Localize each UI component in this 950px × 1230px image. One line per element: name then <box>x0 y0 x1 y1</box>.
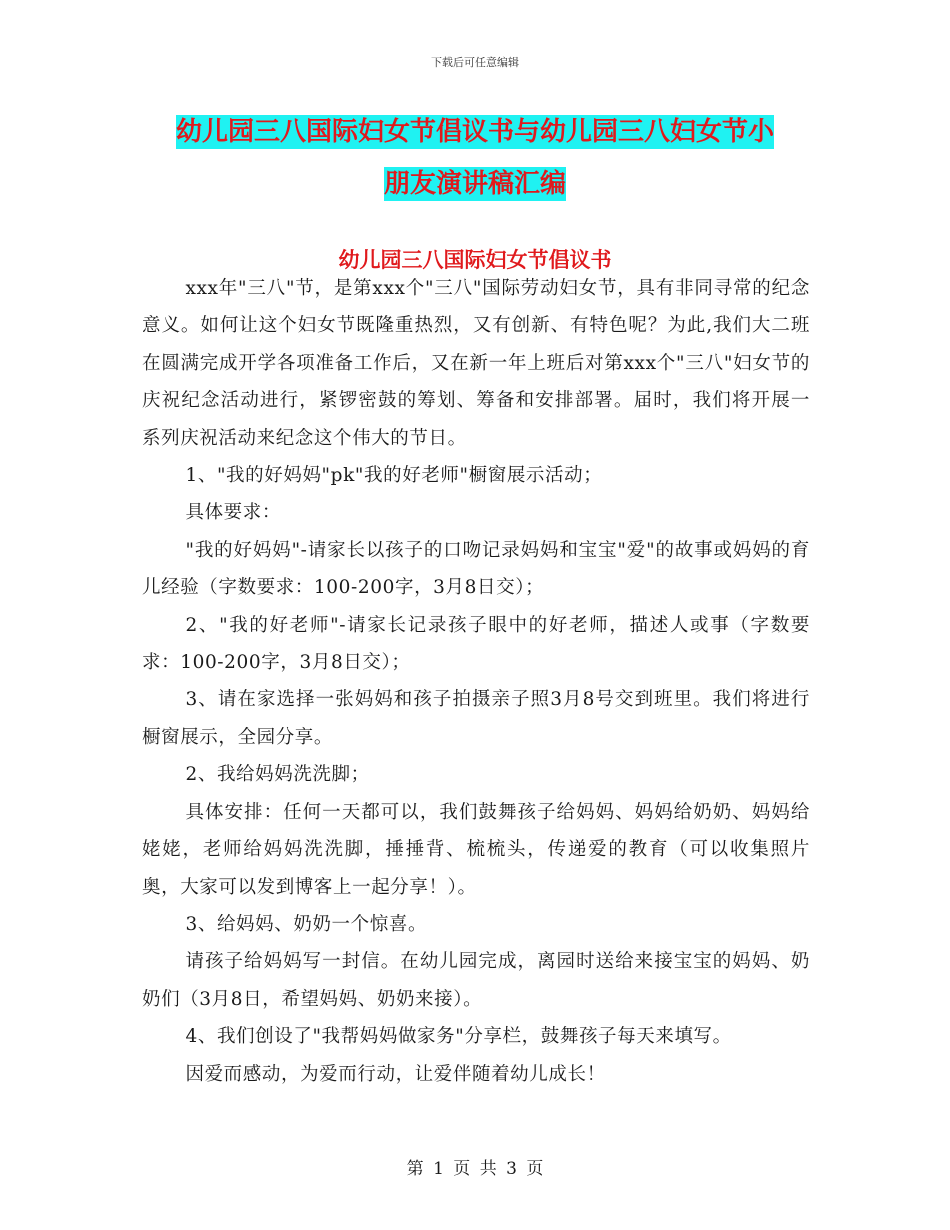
paragraph-requirements-label: 具体要求： <box>185 502 281 524</box>
paragraph-housework: 4、我们创设了"我帮妈妈做家务"分享栏，鼓舞孩子每天来填写。 <box>185 1026 732 1048</box>
paragraph-good-teacher: 2、"我的好老师"-请家长记录孩子眼中的好老师，描述人或事（字数要求：100-200字，3月8日交）； <box>142 614 810 674</box>
document-title-line-2: 朋友演讲稿汇编 <box>383 169 566 199</box>
document-body <box>142 270 810 1093</box>
paragraph-good-mother: "我的好妈妈"-请家长以孩子的口吻记录妈妈和宝宝"爱"的故事或妈妈的育儿经验（字数要求：100-200字，3月8日交）； <box>142 539 810 599</box>
paragraph-closing: 因爱而感动，为爱而行动，让爱伴随着幼儿成长！ <box>185 1063 606 1085</box>
document-title-line-1: 幼儿园三八国际妇女节倡议书与幼儿园三八妇女节小 <box>175 117 774 147</box>
paragraph-surprise: 3、给妈妈、奶奶一个惊喜。 <box>185 913 428 935</box>
paragraph-wash-feet: 2、我给妈妈洗洗脚； <box>185 764 370 786</box>
paragraph-letter: 请孩子给妈妈写一封信。在幼儿园完成，离园时送给来接宝宝的妈妈、奶奶们（3月8日，希望妈妈、奶奶来接）。 <box>142 951 810 1010</box>
page-footer: 第 1 页 共 3 页 <box>406 1159 544 1179</box>
paragraph-photo: 3、请在家选择一张妈妈和孩子拍摄亲子照3月8号交到班里。我们将进行橱窗展示，全园分享。 <box>142 689 810 748</box>
section-title: 幼儿园三八国际妇女节倡议书 <box>338 247 612 272</box>
header-note: 下载后可任意编辑 <box>431 56 519 69</box>
document-title <box>140 106 810 210</box>
paragraph-item-1: 1、"我的好妈妈"pk"我的好老师"橱窗展示活动； <box>185 465 603 487</box>
paragraph-arrangement: 具体安排：任何一天都可以，我们鼓舞孩子给妈妈、妈妈给奶奶、妈妈给姥姥，老师给妈妈洗洗脚，捶捶背、梳梳头，传递爱的教育（可以收集照片奥，大家可以发到博客上一起分享！）。 <box>142 801 810 898</box>
paragraph-intro: xxx年"三八"节，是第xxx个"三八"国际劳动妇女节，具有非同寻常的纪念意义。如何让这个妇女节既隆重热烈，又有创新、有特色呢？为此,我们大二班在圆满完成开学各项准备工作后，又在新一年上班后对第xxx个"三八"妇女节的庆祝纪念活动进行，紧锣密鼓的筹划、筹备和安排部署。届时，我们将开展一系列庆祝活动来纪念这个伟大的节日。 <box>142 278 810 449</box>
